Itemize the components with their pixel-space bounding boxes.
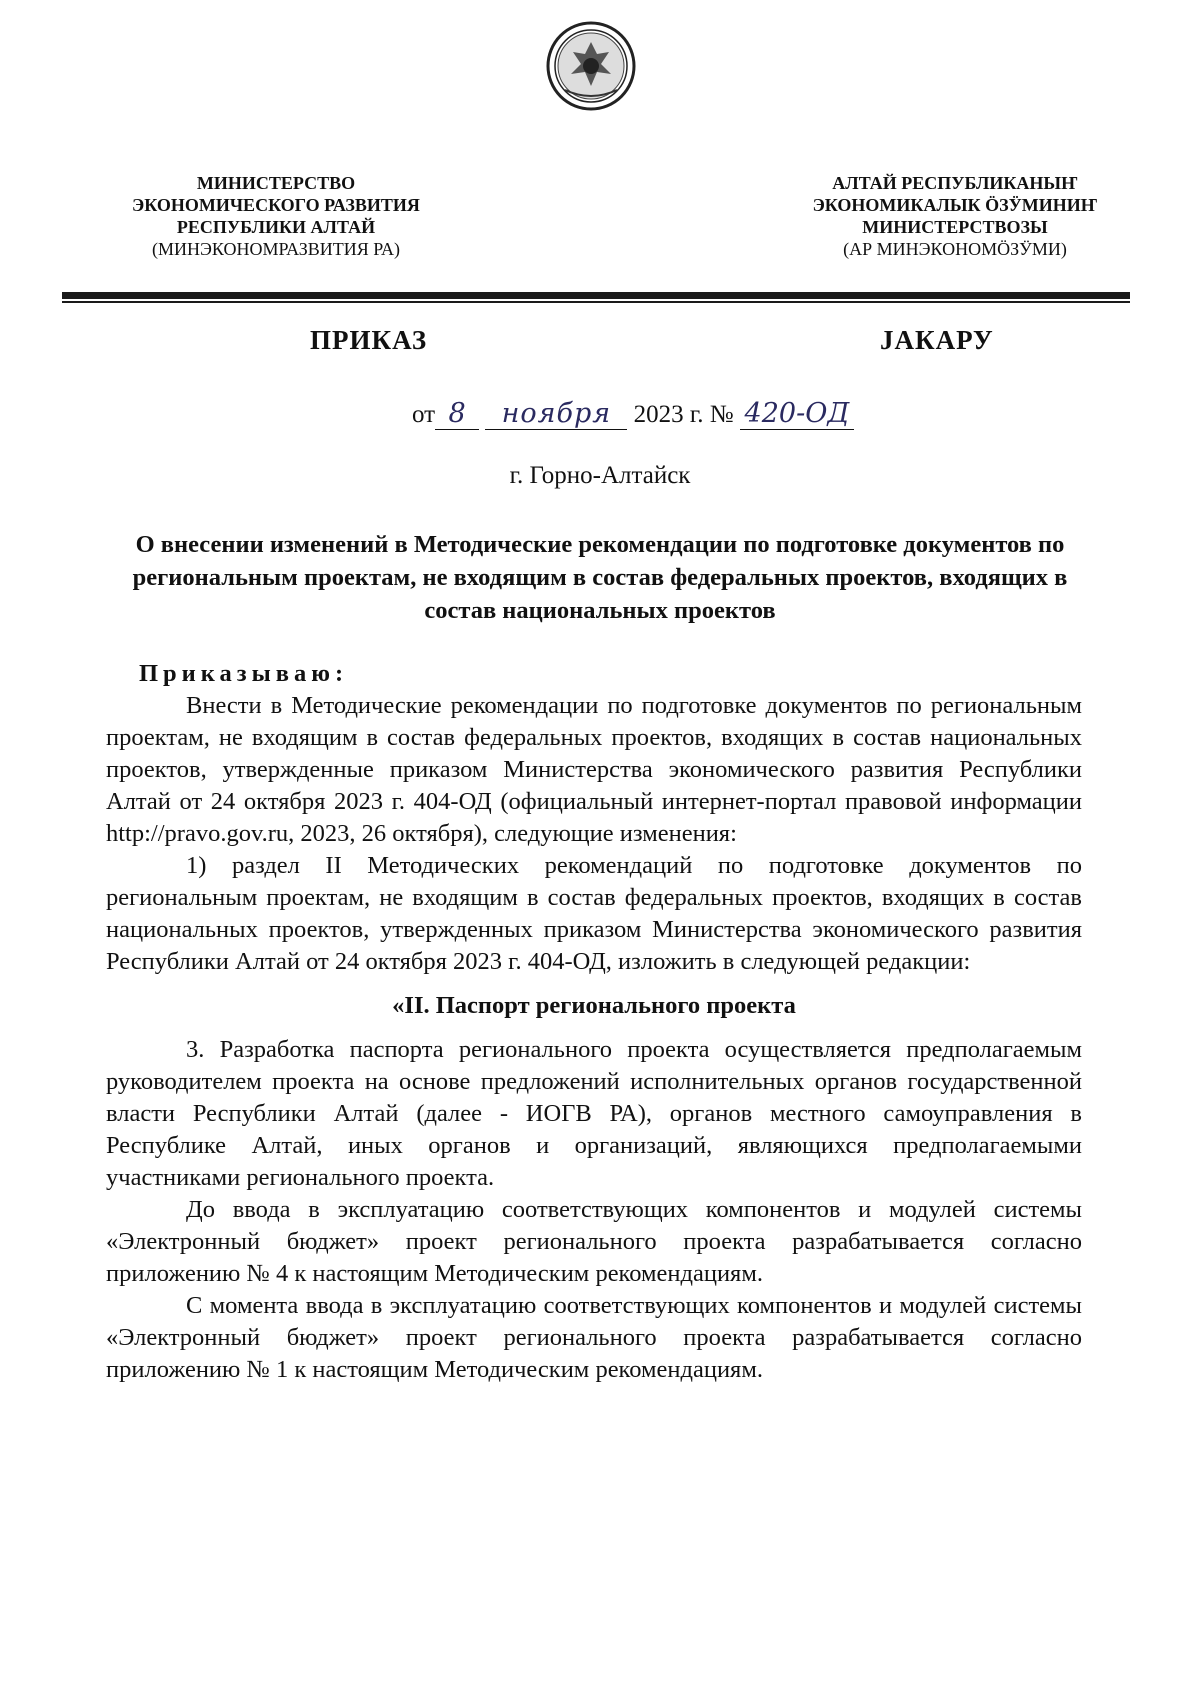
ministry-name-ru xyxy=(100,172,452,260)
ministry-ru-line2: ЭКОНОМИЧЕСКОГО РАЗВИТИЯ xyxy=(132,195,420,215)
ministry-ru-line3: РЕСПУБЛИКИ АЛТАЙ xyxy=(176,217,376,237)
paragraph-after-eb: С момента ввода в эксплуатацию соответствующих компонентов и модулей системы «Электронный бюджет» проект регионального проекта разрабатывается согласно приложению № 1 к настоящим Методическим рекомендациям. xyxy=(106,1292,1082,1383)
ministry-alt-line2: ЭКОНОМИКАЛЫК ӦЗӰМИНИҤ xyxy=(812,195,1098,215)
ministry-ru-abbr: (МИНЭКОНОМРАЗВИТИЯ РА) xyxy=(152,239,400,259)
ministry-ru-line1: МИНИСТЕРСТВО xyxy=(196,173,356,193)
paragraph-3: 3. Разработка паспорта регионального проекта осуществляется предполагаемым руководителем проекта на основе предложений исполнительных органов государственной власти Республики Алтай (далее - ИОГВ РА), органов местного самоуправления в Республике Алтай, иных органов и организаций, являющихся предполагаемыми участниками регионального проекта. xyxy=(106,1036,1082,1191)
date-day-handwritten: 8 xyxy=(435,398,479,430)
ministry-name-alt xyxy=(770,172,1140,260)
date-prefix: от xyxy=(412,401,436,428)
date-year: 2023 г. № xyxy=(633,401,734,428)
republic-emblem-icon xyxy=(545,20,637,112)
section-title: «II. Паспорт регионального проекта xyxy=(392,992,796,1019)
document-body xyxy=(106,658,1082,1386)
order-date-line xyxy=(412,398,854,430)
order-title-ru: ПРИКАЗ xyxy=(310,325,428,355)
paragraph-before-eb: До ввода в эксплуатацию соответствующих компонентов и модулей системы «Электронный бюджет» проект регионального проекта разрабатывается согласно приложению № 4 к настоящим Методическим рекомендациям. xyxy=(106,1196,1082,1287)
intro-paragraph: Внести в Методические рекомендации по подготовке документов по региональным проектам, не входящим в состав федеральных проектов, входящих в состав национальных проектов, утвержденные приказом Министерства экономического развития Республики Алтай от 24 октября 2023 г. 404-ОД (официальный интернет-портал правовой информации http://pravo.gov.ru, 2023, 26 октября), следующие изменения: xyxy=(106,692,1082,847)
document-title: О внесении изменений в Методические рекомендации по подготовке документов по региональным проектам, не входящим в состав федеральных проектов, входящих в состав национальных проектов xyxy=(132,531,1068,624)
ministry-alt-line1: АЛТАЙ РЕСПУБЛИКАНЫҤ xyxy=(832,173,1078,193)
ministry-alt-abbr: (АР МИНЭКОНОМӦЗӰМИ) xyxy=(843,239,1067,259)
date-month-handwritten: ноября xyxy=(485,398,627,430)
ministry-alt-line3: МИНИСТЕРСТВОЗЫ xyxy=(862,217,1048,237)
prikazyvayu-heading: Приказываю: xyxy=(139,660,349,687)
order-title-alt: JАКАРУ xyxy=(880,325,994,355)
order-city: г. Горно-Алтайск xyxy=(509,462,691,489)
order-number-handwritten: 420-ОД xyxy=(740,398,854,430)
item-1-paragraph: 1) раздел II Методических рекомендаций по подготовке документов по региональным проектам, не входящим в состав федеральных проектов, входящих в состав национальных проектов, утвержденных приказом Министерства экономического развития Республики Алтай от 24 октября 2023 г. 404-ОД, изложить в следующей редакции: xyxy=(106,852,1082,975)
header-divider-thin xyxy=(62,301,1130,303)
header-divider-thick xyxy=(62,292,1130,299)
